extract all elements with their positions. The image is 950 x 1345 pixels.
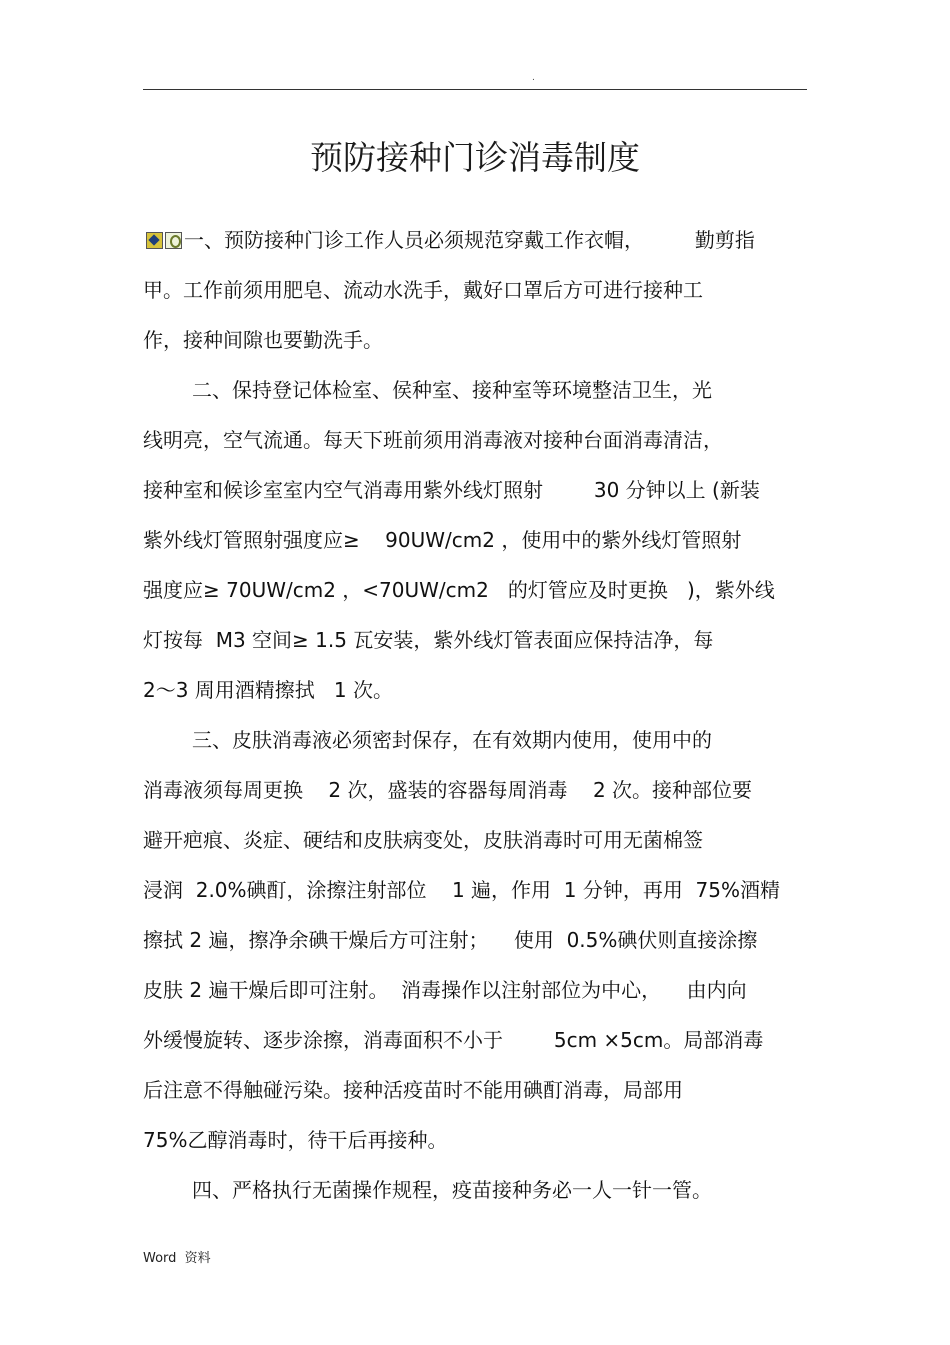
body-line-19: 75%乙醇消毒时，待干后再接种。 xyxy=(143,1128,448,1152)
body-line-3: 作，接种间隙也要勤洗手。 xyxy=(143,328,383,352)
body-line-8: 强度应≥ 70UW/cm2 ，<70UW/cm2 的灯管应及时更换 )，紫外线 xyxy=(143,578,775,602)
body-line-7: 紫外线灯管照射强度应≥ 90UW/cm2 ，使用中的紫外线灯管照射 xyxy=(143,528,742,552)
header-rule xyxy=(143,89,807,90)
body-line-1-text: 一、预防接种门诊工作人员必须规范穿戴工作衣帽， 勤剪指 xyxy=(184,228,755,252)
body-line-18: 后注意不得触碰污染。接种活疫苗时不能用碘酊消毒，局部用 xyxy=(143,1078,683,1102)
body-line-16: 皮肤 2 遍干燥后即可注射。 消毒操作以注射部位为中心， 由内向 xyxy=(143,978,747,1002)
body-line-15: 擦拭 2 遍，擦净余碘干燥后方可注射； 使用 0.5%碘伏则直接涂擦 xyxy=(143,928,758,952)
body-line-2: 甲。工作前须用肥皂、流动水洗手，戴好口罩后方可进行接种工 xyxy=(143,278,703,302)
body-line-17: 外缓慢旋转、逐步涂擦，消毒面积不小于 5cm ×5cm。局部消毒 xyxy=(143,1028,764,1052)
body-line-13: 避开疤痕、炎症、硬结和皮肤病变处，皮肤消毒时可用无菌棉签 xyxy=(143,828,703,852)
body-line-4: 二、保持登记体检室、侯种室、接种室等环境整洁卫生，光 xyxy=(192,378,712,402)
body-line-9: 灯按每 M3 空间≥ 1.5 瓦安装，紫外线灯管表面应保持洁净，每 xyxy=(143,628,714,652)
body-line-5: 线明亮，空气流通。每天下班前须用消毒液对接种台面消毒清洁， xyxy=(143,428,723,452)
body-line-20: 四、严格执行无菌操作规程，疫苗接种务必一人一针一管。 xyxy=(192,1178,712,1202)
body-line-11: 三、皮肤消毒液必须密封保存，在有效期内使用，使用中的 xyxy=(192,728,712,752)
page-title: 预防接种门诊消毒制度 xyxy=(310,138,640,177)
pen-icon xyxy=(165,232,182,249)
body-line-6: 接种室和候诊室室内空气消毒用紫外线灯照射 30 分钟以上 (新装 xyxy=(143,478,760,502)
footer-label: Word 资料 xyxy=(143,1251,211,1266)
pencil-icon xyxy=(146,232,163,249)
header-mark: . xyxy=(532,73,535,83)
body-line-12: 消毒液须每周更换 2 次，盛装的容器每周消毒 2 次。接种部位要 xyxy=(143,778,753,802)
body-line-14: 浸润 2.0%碘酊，涂擦注射部位 1 遍，作用 1 分钟，再用 75%酒精 xyxy=(143,878,781,902)
body-line-1 xyxy=(146,226,755,254)
body-line-10: 2～3 周用酒精擦拭 1 次。 xyxy=(143,678,393,702)
